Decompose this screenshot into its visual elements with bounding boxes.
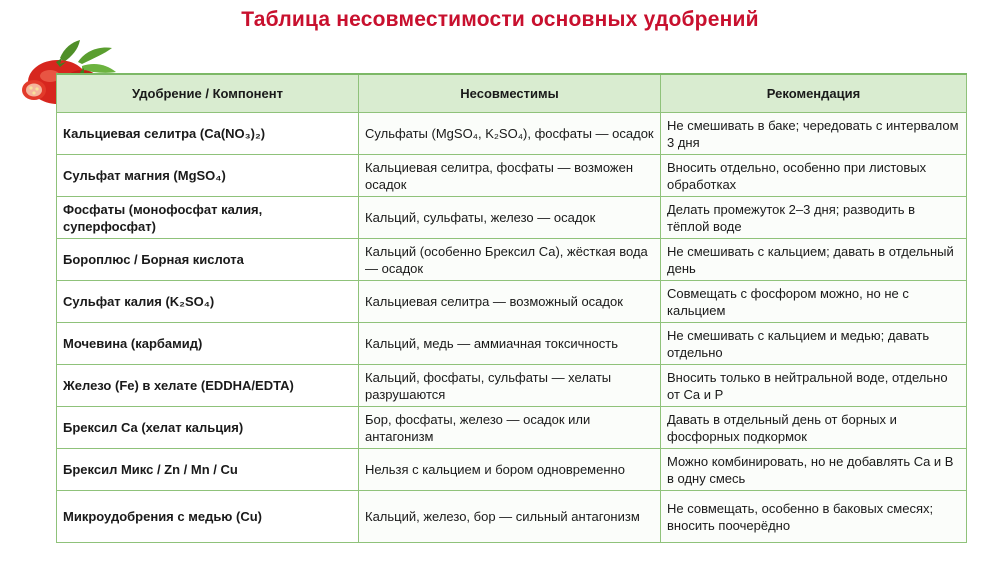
fertilizer-cell: Мочевина (карбамид)	[57, 323, 359, 365]
table-row	[57, 239, 967, 281]
recommendation-cell: Вносить отдельно, особенно при листовых обработках	[661, 155, 967, 197]
header-recommendation: Рекомендация	[661, 74, 967, 113]
fertilizer-cell: Брексил Микс / Zn / Mn / Cu	[57, 449, 359, 491]
table-row	[57, 491, 967, 543]
table-row	[57, 323, 967, 365]
incompatible-cell: Нельзя с кальцием и бором одновременно	[359, 449, 661, 491]
fertilizer-cell: Брексил Са (хелат кальция)	[57, 407, 359, 449]
header-fertilizer: Удобрение / Компонент	[57, 74, 359, 113]
table-row	[57, 281, 967, 323]
fertilizer-cell: Бороплюс / Борная кислота	[57, 239, 359, 281]
incompatible-cell: Кальций, железо, бор — сильный антагонизм	[359, 491, 661, 543]
incompatible-cell: Кальций, фосфаты, сульфаты — хелаты разрушаются	[359, 365, 661, 407]
fertilizer-cell: Микроудобрения с медью (Cu)	[57, 491, 359, 543]
recommendation-cell: Делать промежуток 2–3 дня; разводить в тёплой воде	[661, 197, 967, 239]
fertilizer-cell: Сульфат магния (MgSO₄)	[57, 155, 359, 197]
recommendation-cell: Не совмещать, особенно в баковых смесях; вносить поочерёдно	[661, 491, 967, 543]
table-row	[57, 197, 967, 239]
incompatible-cell: Бор, фосфаты, железо — осадок или антагонизм	[359, 407, 661, 449]
table-row	[57, 407, 967, 449]
table-row	[57, 113, 967, 155]
header-incompatible: Несовместимы	[359, 74, 661, 113]
table-row	[57, 365, 967, 407]
recommendation-cell: Не смешивать в баке; чередовать с интервалом 3 дня	[661, 113, 967, 155]
fertilizer-cell: Железо (Fe) в хелате (EDDHA/EDTA)	[57, 365, 359, 407]
incompatible-cell: Кальциевая селитра — возможный осадок	[359, 281, 661, 323]
incompatible-cell: Сульфаты (MgSO₄, K₂SO₄), фосфаты — осадок	[359, 113, 661, 155]
fertilizer-cell: Фосфаты (монофосфат калия, суперфосфат)	[57, 197, 359, 239]
incompatible-cell: Кальций, медь — аммиачная токсичность	[359, 323, 661, 365]
incompatibility-table	[56, 73, 967, 543]
table-row	[57, 449, 967, 491]
recommendation-cell: Не смешивать с кальцием; давать в отдельный день	[661, 239, 967, 281]
incompatible-cell: Кальциевая селитра, фосфаты — возможен осадок	[359, 155, 661, 197]
incompatible-cell: Кальций (особенно Брексил Са), жёсткая вода — осадок	[359, 239, 661, 281]
fertilizer-cell: Кальциевая селитра (Ca(NO₃)₂)	[57, 113, 359, 155]
recommendation-cell: Можно комбинировать, но не добавлять Ca и B в одну смесь	[661, 449, 967, 491]
recommendation-cell: Давать в отдельный день от борных и фосфорных подкормок	[661, 407, 967, 449]
incompatible-cell: Кальций, сульфаты, железо — осадок	[359, 197, 661, 239]
page-title: Таблица несовместимости основных удобрений	[241, 8, 759, 31]
table-header-row	[57, 74, 967, 113]
recommendation-cell: Вносить только в нейтральной воде, отдельно от Ca и P	[661, 365, 967, 407]
recommendation-cell: Не смешивать с кальцием и медью; давать отдельно	[661, 323, 967, 365]
recommendation-cell: Совмещать с фосфором можно, но не с кальцием	[661, 281, 967, 323]
table-row	[57, 155, 967, 197]
fertilizer-cell: Сульфат калия (K₂SO₄)	[57, 281, 359, 323]
